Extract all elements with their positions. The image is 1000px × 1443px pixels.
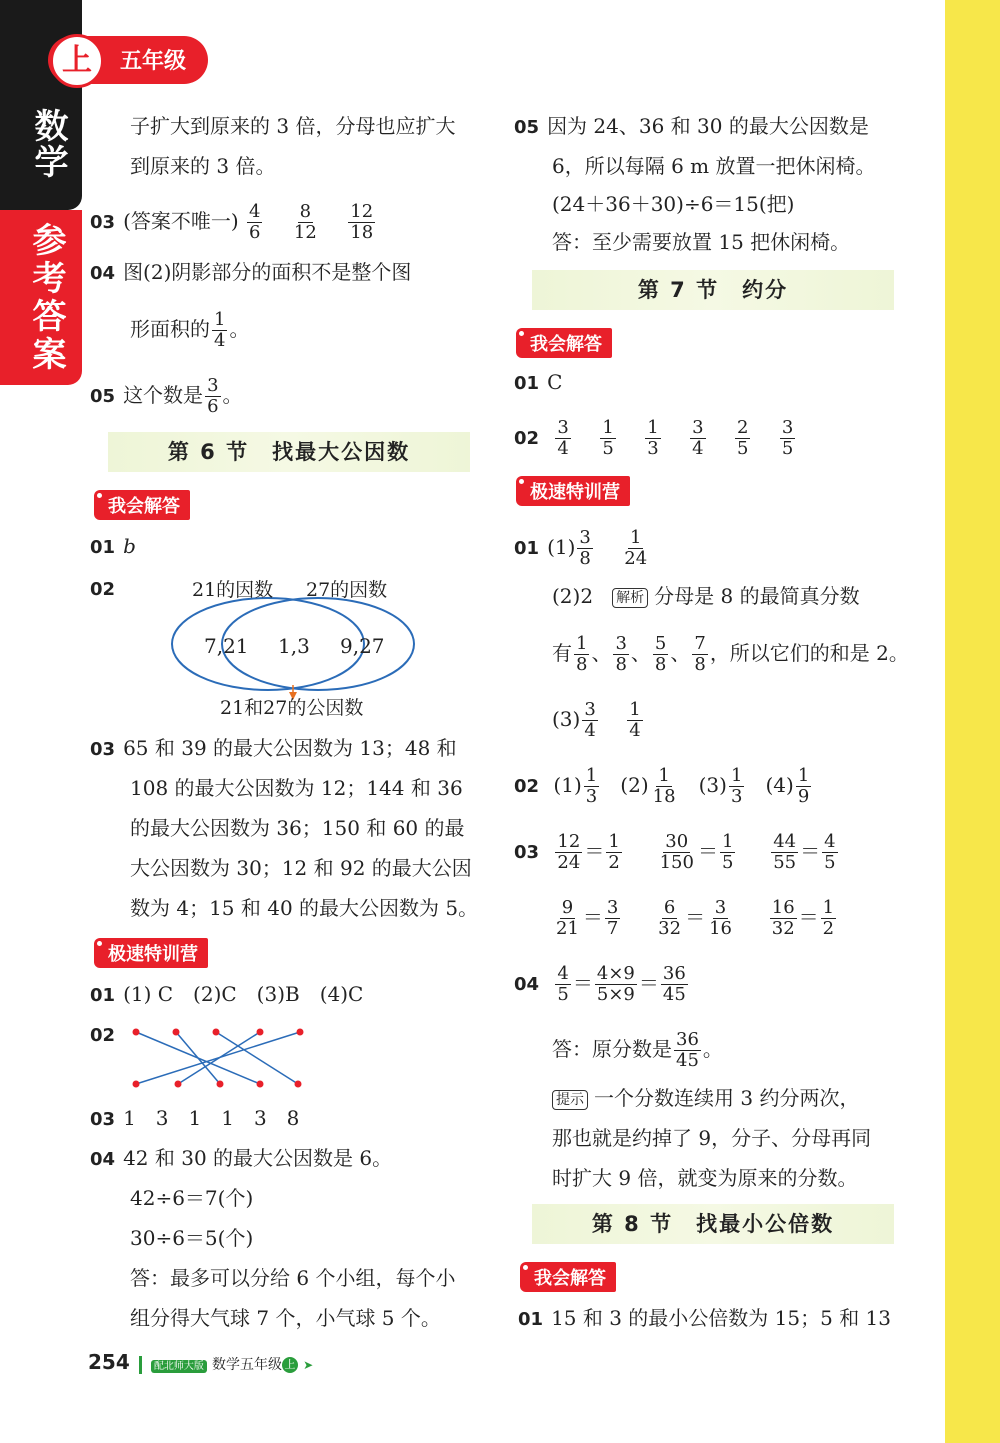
fraction: $\frac{1}{3}$ (585, 765, 598, 807)
fraction: $\frac{3}{16}$ (709, 897, 732, 939)
edition-tag: 配北师大版 (151, 1360, 207, 1373)
fraction: $\frac{36}{45}$ (662, 963, 686, 1005)
fraction: $\frac{3}{6}$ (207, 375, 219, 417)
text-line: 答：最多可以分给 6 个小组，每个小 (130, 1266, 456, 1290)
train-d04: 04 $\frac{4}{5}$ ＝ $\frac{4\times 9}{5\times 9}$ ＝ $\frac{36}{45}$ (514, 963, 686, 1005)
section-tab (0, 210, 82, 385)
train-d04-ans: 答：原分数是 $\frac{36}{45}$ 。 (552, 1029, 723, 1071)
train-01: 01 (1) C (2)C (3)B (4)C (90, 982, 364, 1006)
question-r05: 05 因为 24、36 和 30 的最大公因数是 (514, 114, 869, 138)
fraction: $\frac{8}{12}$ (293, 201, 317, 243)
venn-common-label: 21和27的公因数 (220, 697, 364, 719)
text-line: 108 的最大公因数为 12；144 和 36 (130, 776, 463, 800)
fraction: $\frac{1}{3}$ (647, 417, 659, 459)
fraction: $\frac{9}{21}$ (556, 897, 579, 939)
section-heading-8: 第 8 节 找最小公倍数 (532, 1204, 894, 1244)
text-line: 42÷6＝7(个) (130, 1186, 254, 1210)
subject-tab (0, 0, 82, 210)
answer-e01: 01 15 和 3 的最小公倍数为 15；5 和 13 (518, 1306, 892, 1330)
fraction: $\frac{36}{45}$ (676, 1029, 699, 1071)
answer-02: 02 (90, 579, 116, 600)
page-number: 254 (88, 1350, 130, 1374)
badge-wohuijieda: 我会解答 (516, 328, 612, 358)
text-line: 到原来的 3 倍。 (130, 154, 276, 178)
fraction: $\frac{3}{8}$ (615, 633, 627, 675)
fraction: $\frac{1}{3}$ (730, 765, 743, 807)
fraction: $\frac{3}{4}$ (692, 417, 704, 459)
arrow-icon: ➤ (303, 1358, 314, 1372)
text-line: 数为 4；15 和 40 的最大公因数为 5。 (130, 896, 479, 920)
fraction: $\frac{3}{5}$ (781, 417, 794, 459)
subject-label: 数学 (28, 108, 68, 180)
train-d03: 03 $\frac{12}{24}$ ＝ $\frac{1}{2}$ $\frac{30}{150}$ ＝ $\frac{1}{5}$ $\frac{44}{55}$ ＝ $\frac{4}{5}$ (514, 831, 836, 873)
text-line: 子扩大到原来的 3 倍，分母也应扩大 (130, 114, 456, 138)
badge-jisutexunying: 极速特训营 (516, 476, 630, 506)
fraction: $\frac{1}{4}$ (629, 699, 641, 741)
fraction: $\frac{4}{5}$ (557, 963, 569, 1005)
fraction: $\frac{1}{9}$ (797, 765, 810, 807)
answer-03: 03 65 和 39 的最大公因数为 13；48 和 (90, 736, 457, 760)
footer-title: 数学五年级 (212, 1357, 283, 1373)
fraction: $\frac{12}{18}$ (350, 201, 374, 243)
venn-label-21: 21的因数 (192, 579, 274, 601)
fraction: $\frac{16}{32}$ (771, 897, 795, 939)
answer-c02: 02 $\frac{3}{4}$ $\frac{1}{5}$ $\frac{1}{3}$ $\frac{3}{4}$ $\frac{2}{5}$ $\frac{3}{5}$ (514, 417, 794, 459)
train-d03-2: $\frac{9}{21}$ ＝ $\frac{3}{7}$ $\frac{6}{32}$ ＝ $\frac{3}{16}$ $\frac{16}{32}$ ＝ $\frac{1}{2}$ (556, 897, 835, 939)
train-d01-4: (3) $\frac{3}{4}$ $\frac{1}{4}$ (552, 699, 641, 741)
analysis-tag: 解析 (612, 588, 648, 608)
fraction: $\frac{3}{4}$ (584, 699, 596, 741)
fraction: $\frac{3}{8}$ (579, 527, 591, 569)
footer-grade-char: 上 (282, 1357, 298, 1373)
question-03: 03 (答案不唯一) $\frac{4}{6}$ $\frac{8}{12}$ $\frac{12}{18}$ (90, 201, 374, 243)
badge-wohuijieda: 我会解答 (94, 490, 190, 520)
venn-mid: 1,3 (278, 634, 310, 658)
train-d01-3: 有 $\frac{1}{8}$ 、 $\frac{3}{8}$ 、 $\frac{5}{8}$ 、 $\frac{7}{8}$ ，所以它们的和是 2。 (552, 633, 909, 675)
venn-label-27: 27的因数 (306, 579, 388, 601)
section-heading-6: 第 6 节 找最大公因数 (108, 432, 470, 472)
badge-jisutexunying: 极速特训营 (94, 938, 208, 968)
train-d01: 01 (1) $\frac{3}{8}$ $\frac{1}{24}$ (514, 527, 648, 569)
text-line: 的最大公因数为 36；150 和 60 的最 (130, 816, 465, 840)
text-line: 答：至少需要放置 15 把休闲椅。 (552, 230, 851, 254)
fraction: $\frac{3}{4}$ (557, 417, 569, 459)
text-line: (24＋36＋30)÷6＝15(把) (552, 192, 795, 216)
fraction: $\frac{3}{7}$ (606, 897, 619, 939)
page-footer (88, 1350, 313, 1374)
answer-01: 01 b (90, 534, 136, 558)
badge-wohuijieda: 我会解答 (520, 1262, 616, 1292)
fraction: $\frac{4}{6}$ (249, 201, 261, 243)
text-line: 时扩大 9 倍，就变为原来的分数。 (552, 1166, 858, 1190)
text-line: 组分得大气球 7 个，小气球 5 个。 (130, 1306, 441, 1330)
fraction: $\frac{12}{24}$ (557, 831, 581, 873)
train-03: 03 1 3 1 1 3 8 (90, 1106, 300, 1130)
venn-left: 7,21 (204, 634, 249, 658)
train-04: 04 42 和 30 的最大公因数是 6。 (90, 1146, 393, 1170)
grade-char: 上 (50, 34, 104, 88)
fraction: $\frac{4\times 9}{5\times 9}$ (596, 963, 635, 1005)
fraction: $\frac{30}{150}$ (659, 831, 694, 873)
fraction: $\frac{1}{4}$ (214, 309, 226, 351)
fraction: $\frac{6}{32}$ (658, 897, 682, 939)
text-line: 那也就是约掉了 9，分子、分母再同 (552, 1126, 872, 1150)
yellow-side-strip (945, 0, 1000, 1443)
fraction: $\frac{1}{5}$ (721, 831, 734, 873)
fraction: $\frac{7}{8}$ (694, 633, 706, 675)
fraction: $\frac{5}{8}$ (654, 633, 667, 675)
fraction: $\frac{1}{8}$ (576, 633, 588, 675)
fraction: $\frac{4}{5}$ (824, 831, 836, 873)
question-04: 04 图(2)阴影部分的面积不是整个图 (90, 260, 412, 284)
text-line: 30÷6＝5(个) (130, 1226, 254, 1250)
question-05: 05 这个数是 $\frac{3}{6}$ 。 (90, 375, 243, 417)
text-line: 6，所以每隔 6 m 放置一把休闲椅。 (552, 154, 876, 178)
train-02: 02 (90, 1025, 116, 1046)
venn-right: 9,27 (340, 634, 385, 658)
fraction: $\frac{44}{55}$ (773, 831, 797, 873)
fraction: $\frac{1}{24}$ (624, 527, 648, 569)
section-label: 参考答案 (26, 222, 66, 374)
fraction: $\frac{1}{5}$ (602, 417, 614, 459)
matching-lines (128, 1024, 318, 1090)
fraction: $\frac{2}{5}$ (736, 417, 749, 459)
section-heading-7: 第 7 节 约分 (532, 270, 894, 310)
question-04-cont: 形面积的 $\frac{1}{4}$ 。 (130, 309, 250, 351)
train-d02: 02 (1) $\frac{1}{3}$ (2) $\frac{1}{18}$ (3) $\frac{1}{3}$ (4) $\frac{1}{9}$ (514, 765, 810, 807)
answer-c01: 01 C (514, 370, 563, 394)
fraction: $\frac{1}{2}$ (822, 897, 835, 939)
text-line: 大公因数为 30；12 和 92 的最大公因 (130, 856, 472, 880)
fraction: $\frac{1}{2}$ (608, 831, 620, 873)
tip-line: 提示 一个分数连续用 3 约分两次， (552, 1084, 859, 1112)
tip-tag: 提示 (552, 1090, 588, 1110)
fraction: $\frac{1}{18}$ (652, 765, 676, 807)
grade-label: 五年级 (120, 49, 187, 74)
train-d01-2: (2)2 解析 分母是 8 的最简真分数 (552, 584, 860, 608)
